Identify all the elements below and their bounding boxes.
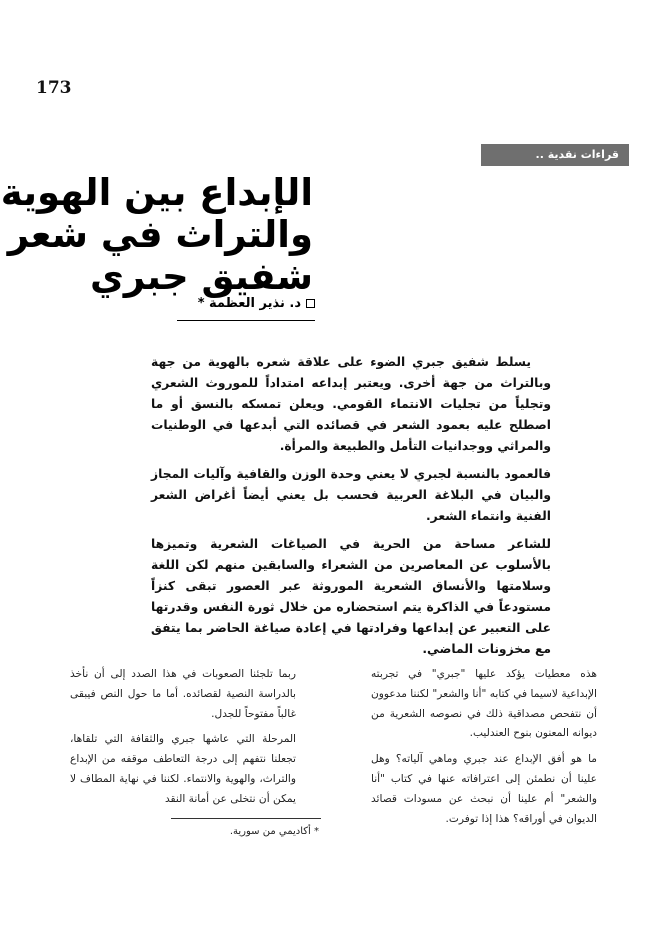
abstract-paragraph-2: فالعمود بالنسبة لجبري لا يعني وحدة الوزن والقافية وآليات المجاز والبيان في البلاغة العربية فحسب بل يعني أيضاً أغراض الشعر الفنية وانتماء الشعر. xyxy=(151,467,551,523)
abstract-paragraph-3: للشاعر مساحة من الحرية في الصياغات الشعرية وتميزها بالأسلوب عن المعاصرين من الشعراء والسابقين منهم لكن اللغة وسلامتها والأنساق الشعرية الموروثة عبر العصور تبقى كنزاً مستودعاً في الذاكرة يتم استحضاره من خلال ثورة النفس وقدرتها على التعبير عن إبداعها وفرادتها في إعادة صياغة الحاضر بما يتفق مع مخزونات الماضي. xyxy=(151,537,551,656)
body-column-right xyxy=(371,665,597,835)
footnote-divider xyxy=(171,818,321,819)
body-paragraph: المرحلة التي عاشها جبري والثقافة التي تلقاها، تجعلنا نتفهم إلى درجة التعاطف موقفه من الإبداع والتراث، والهوية والانتماء. لكننا في نهاية المطاف لا يمكن أن نتخلى عن أمانة النقد xyxy=(70,733,296,805)
page-number: 173 xyxy=(36,78,72,98)
body-paragraph: ربما تلجئنا الصعوبات في هذا الصدد إلى أن نأخذ بالدراسة النصية لقصائده. أما ما حول النص فيبقى غالباً مفتوحاً للجدل. xyxy=(70,668,296,720)
title-line-1: الإبداع بين الهوية xyxy=(0,171,313,214)
body-column-left xyxy=(70,665,296,816)
abstract xyxy=(151,352,551,667)
body-paragraph: ما هو أفق الإبداع عند جبري وماهي آلياته؟ وهل علينا أن نطمئن إلى اعترافاته عنها في كتاب "أنا والشعر" أم علينا أن نبحث عن مسودات قصائد الديوان في أوراقه؟ هذا إذا توفرت. xyxy=(371,753,597,825)
article-title xyxy=(0,172,661,298)
author-byline xyxy=(198,296,315,311)
section-tag: قراءات نقدية .. xyxy=(481,144,629,166)
title-line-2: والتراث في شعر xyxy=(7,213,313,256)
author-underline xyxy=(177,320,315,321)
author-name: د. نذير العظمة * xyxy=(197,296,301,311)
square-bullet-icon xyxy=(306,299,315,308)
body-paragraph: هذه معطيات يؤكد عليها "جبري" في تجربته الإبداعية لاسيما في كتابه "أنا والشعر" لكننا مدعوون أن نتفحص مصداقية ذلك في نصوصه الشعرية من ديوانه المعنون بنوح العندليب. xyxy=(371,668,597,740)
footnote: * أكاديمي من سورية. xyxy=(229,826,319,837)
abstract-paragraph-1: يسلط شفيق جبري الضوء على علاقة شعره بالهوية من جهة وبالتراث من جهة أخرى. ويعتبر إبداعه امتداداً للموروث الشعري وتجلياً من تجليات الانتماء القومي. ويعلن تمسكه بالنسق أو ما اصطلح عليه بعمود الشعر في قصائده التي أبدعها في الوطنيات والمراثي ووجدانيات التأمل والطبيعة والمرأة. xyxy=(151,355,551,453)
title-line-3: شفيق جبري xyxy=(89,255,313,298)
